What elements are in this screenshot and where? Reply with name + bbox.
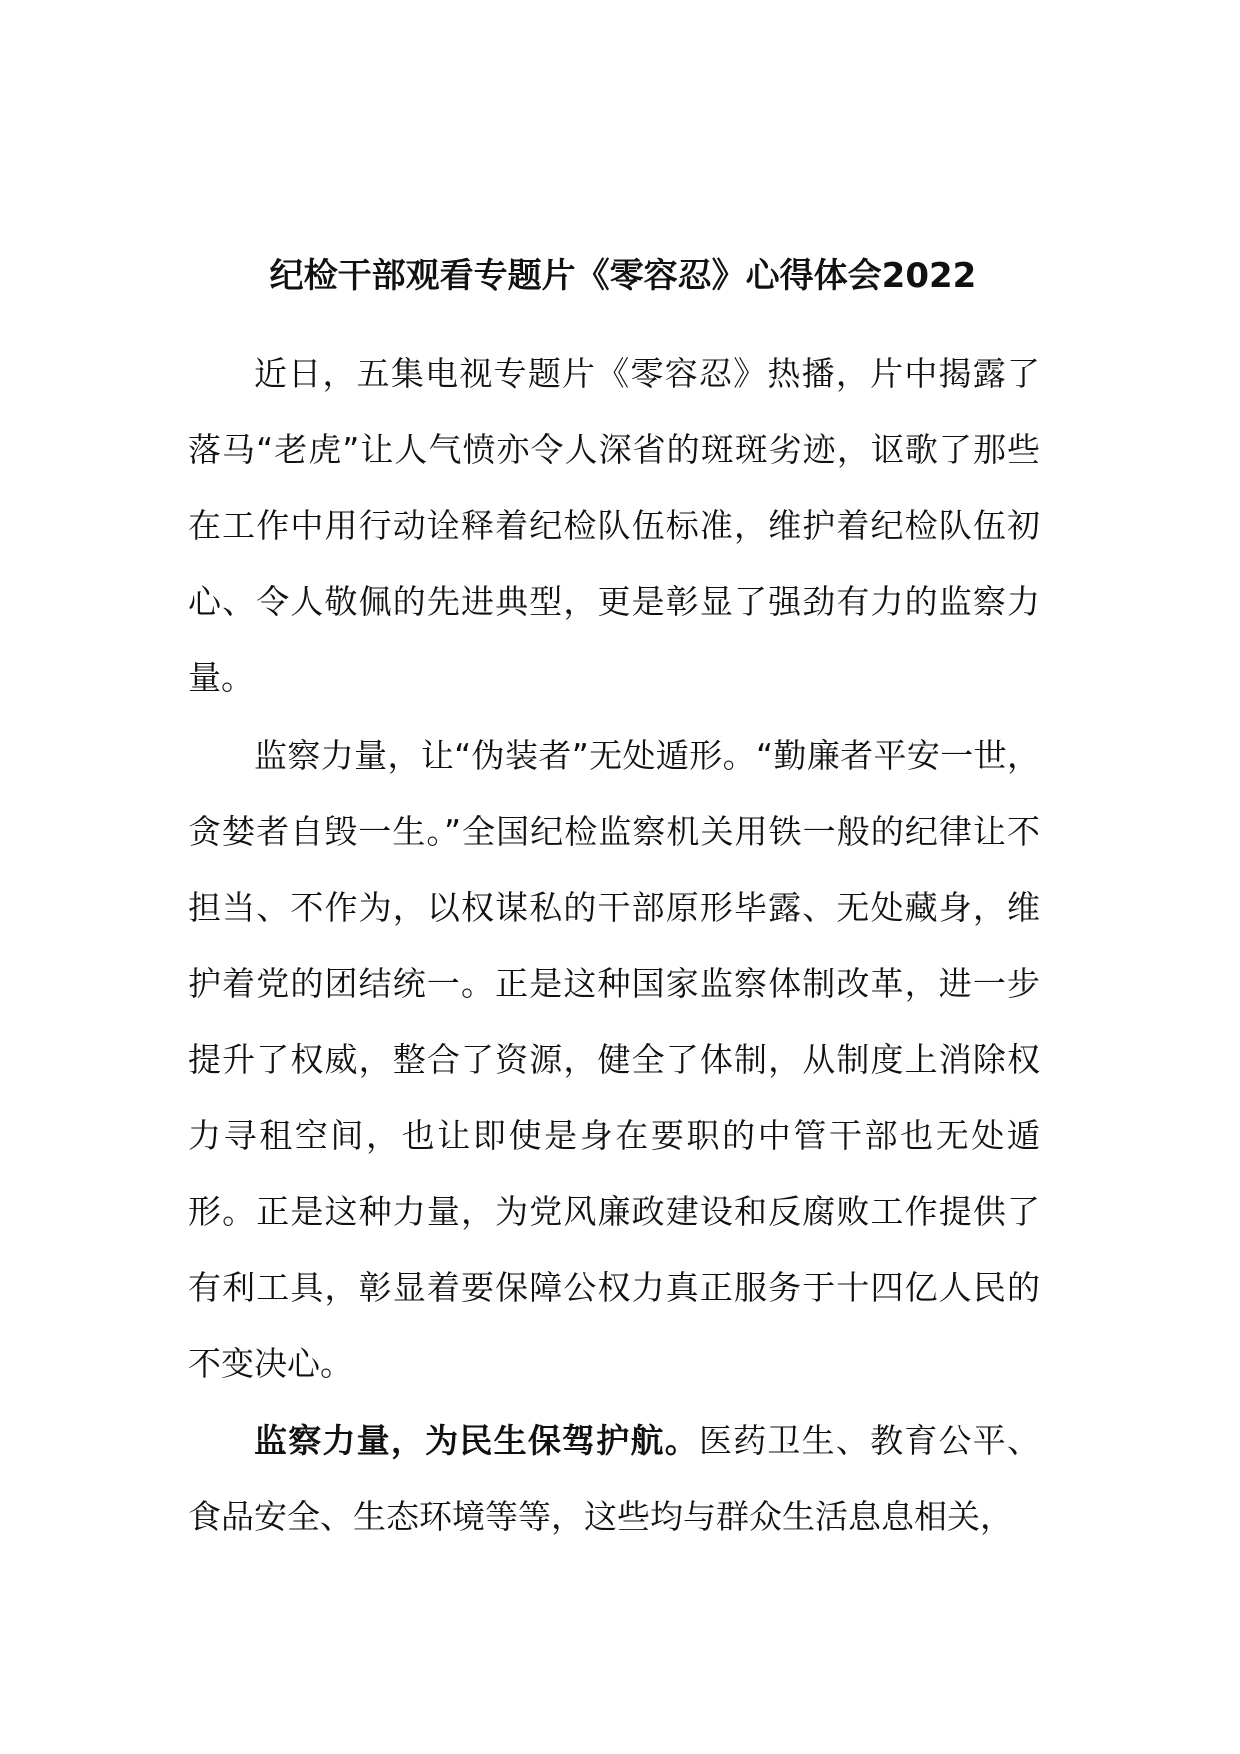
paragraph-2 bbox=[188, 718, 1040, 1402]
paragraph-1-text: 近日，五集电视专题片《零容忍》热播，片中揭露了落马“老虎”让人气愤亦令人深省的斑斑劣迹，讴歌了那些在工作中用行动诠释着纪检队伍标准，维护着纪检队伍初心、令人敬佩的先进典型，更是彰显了强劲有力的监察力量。 bbox=[188, 354, 1040, 697]
paragraph-1 bbox=[188, 336, 1040, 716]
document-title: 纪检干部观看专题片《零容忍》心得体会2022 bbox=[269, 256, 977, 296]
paragraph-2-text: 监察力量，让“伪装者”无处遁形。“勤廉者平安一世，贪婪者自毁一生。”全国纪检监察机关用铁一般的纪律让不担当、不作为，以权谋私的干部原形毕露、无处藏身，维护着党的团结统一。正是这种国家监察体制改革，进一步提升了权威，整合了资源，健全了体制，从制度上消除权力寻租空间，也让即使是身在要职的中管干部也无处遁形。正是这种力量，为党风廉政建设和反腐败工作提供了有利工具，彰显着要保障公权力真正服务于十四亿人民的不变决心。 bbox=[188, 736, 1040, 1383]
paragraph-3-lead: 监察力量，为民生保驾护航。 bbox=[254, 1421, 699, 1460]
paragraph-3 bbox=[188, 1403, 1040, 1555]
paragraph-3-text: 医药卫生、教育公平、食品安全、生态环境等等，这些均与群众生活息息相关， bbox=[188, 1421, 1041, 1536]
